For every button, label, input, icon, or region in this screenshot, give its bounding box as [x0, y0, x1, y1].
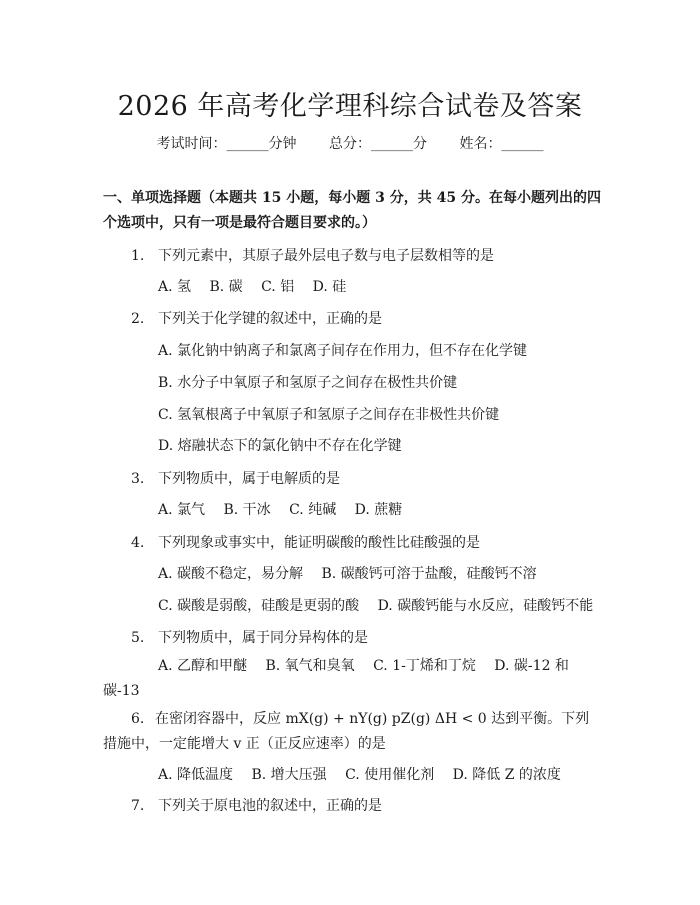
question-text: 下列现象或事实中，能证明碳酸的酸性比硅酸强的是	[158, 535, 480, 551]
student-name-field: 姓名：______	[459, 136, 544, 152]
option-row-ab: A. 碳酸不稳定，易分解 B. 碳酸钙可溶于盐酸，硅酸钙不溶	[158, 566, 537, 582]
question-1-options: A. 氢 B. 碳 C. 铝 D. 硅	[158, 279, 347, 295]
option-d: D. 熔融状态下的氯化钠中不存在化学键	[158, 438, 402, 454]
question-text: 下列元素中，其原子最外层电子数与电子层数相等的是	[158, 248, 494, 264]
question-text: 下列关于化学键的叙述中，正确的是	[158, 311, 382, 327]
question-1	[131, 245, 494, 265]
question-text: 在密闭容器中，反应 mX(g) + nY(g) pZ(g) ΔH < 0 达到平衡。下列措施中，一定能增大 v 正（正反应速率）的是	[103, 711, 590, 752]
question-number: 3.	[131, 471, 145, 487]
question-number: 4.	[131, 535, 145, 551]
option-a: A. 氯化钠中钠离子和氯离子间存在作用力，但不存在化学键	[158, 343, 528, 359]
question-text: 下列关于原电池的叙述中，正确的是	[158, 798, 382, 814]
option-b: B. 水分子中氧原子和氢原子之间存在极性共价键	[158, 375, 458, 391]
question-3	[131, 468, 340, 488]
page-title: 2026 年高考化学理科综合试卷及答案	[117, 91, 583, 122]
question-5	[131, 627, 368, 647]
question-7	[131, 795, 382, 815]
question-text: 下列物质中，属于同分异构体的是	[158, 630, 368, 646]
option-c: C. 氢氧根离子中氧原子和氢原子之间存在非极性共价键	[158, 407, 500, 423]
question-text: 下列物质中，属于电解质的是	[158, 471, 340, 487]
exam-time-field: 考试时间：______分钟	[156, 136, 297, 152]
exam-info-line	[0, 133, 700, 153]
question-6-options: A. 降低温度 B. 增大压强 C. 使用催化剂 D. 降低 Z 的浓度	[158, 767, 561, 783]
question-number: 2.	[131, 311, 145, 327]
section-heading: 一、单项选择题（本题共 15 小题，每小题 3 分，共 45 分。在每小题列出的四个选项中，只有一项是最符合题目要求的。）	[103, 190, 601, 231]
question-number: 1.	[131, 248, 145, 264]
total-score-field: 总分：______分	[329, 136, 427, 152]
question-3-options: A. 氯气 B. 干冰 C. 纯碱 D. 蔗糖	[158, 502, 403, 518]
question-2	[131, 308, 382, 328]
question-number: 6.	[131, 711, 145, 727]
question-5-options: A. 乙醇和甲醚 B. 氧气和臭氧 C. 1-丁烯和丁烷 D. 碳-12 和碳-13	[103, 658, 569, 699]
option-row-cd: C. 碳酸是弱酸，硅酸是更弱的酸 D. 碳酸钙能与水反应，硅酸钙不能	[158, 598, 594, 614]
question-number: 7.	[131, 798, 145, 814]
question-4	[131, 532, 480, 552]
question-6	[103, 707, 593, 757]
question-number: 5.	[131, 630, 145, 646]
